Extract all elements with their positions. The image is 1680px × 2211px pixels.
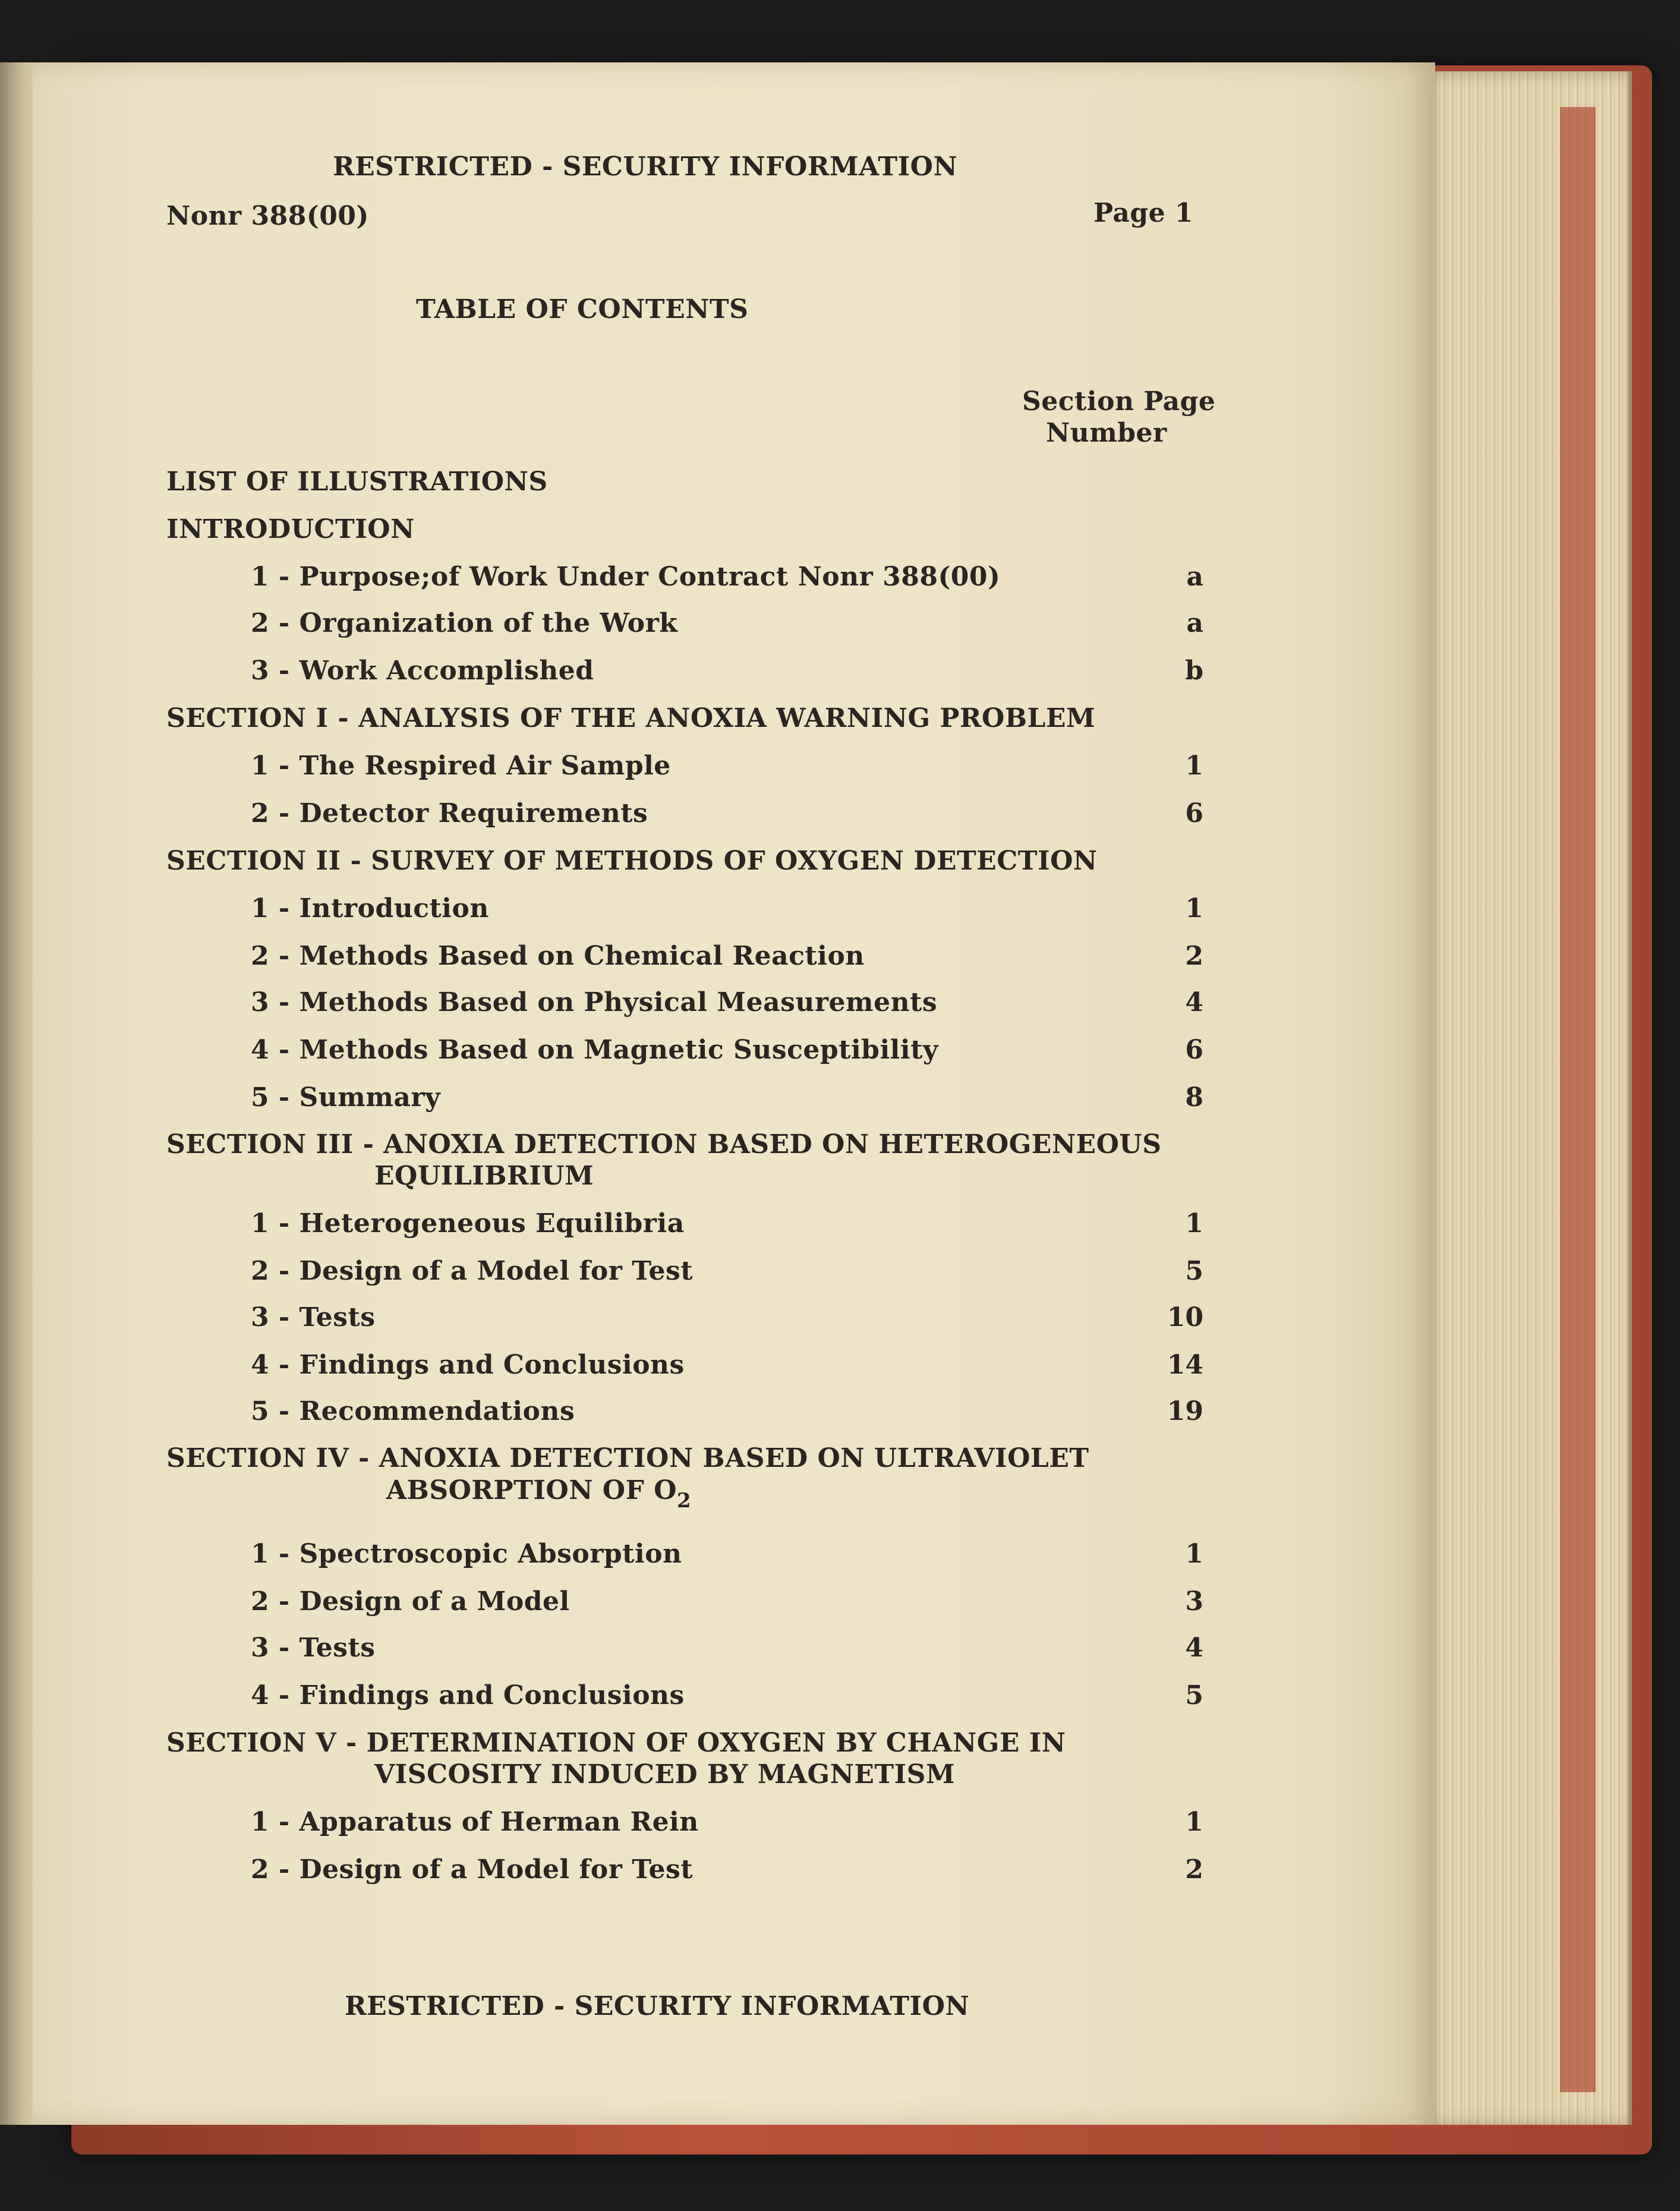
toc-entry: 5 - Summary	[251, 1082, 441, 1113]
previous-page-edge	[0, 62, 36, 2125]
toc-page-number: 2	[1185, 1854, 1203, 1885]
toc-entry: 1 - Introduction	[251, 893, 489, 924]
toc-page-number: 1	[1185, 893, 1203, 924]
toc-entry: 3 - Methods Based on Physical Measurements	[251, 987, 938, 1018]
toc-page-number: 8	[1185, 1082, 1203, 1113]
toc-entry: 4 - Methods Based on Magnetic Susceptibility	[251, 1035, 938, 1065]
toc-section-heading: SECTION V - DETERMINATION OF OXYGEN BY CHANGE IN	[166, 1728, 1066, 1758]
toc-entry: 1 - The Respired Air Sample	[251, 751, 671, 781]
toc-page-number: 1	[1185, 1807, 1203, 1837]
toc-entry: 1 - Purpose;of Work Under Contract Nonr 388(00)	[251, 562, 1001, 592]
toc-entry: 2 - Organization of the Work	[251, 608, 678, 638]
page-title: TABLE OF CONTENTS	[416, 294, 749, 325]
toc-entry: 2 - Design of a Model for Test	[251, 1256, 694, 1286]
toc-section-heading-continued: EQUILIBRIUM	[374, 1161, 594, 1191]
toc-entry: 2 - Design of a Model for Test	[251, 1854, 694, 1885]
column-header-line2: Number	[1046, 418, 1167, 448]
heading-text: ABSORPTION OF O	[386, 1475, 677, 1506]
toc-page-number: 4	[1185, 1633, 1203, 1663]
toc-page-number: a	[1186, 608, 1203, 638]
toc-page-number: 1	[1185, 1208, 1203, 1239]
document-page	[33, 62, 1435, 2125]
toc-page-number: 2	[1185, 941, 1203, 971]
toc-page-number: 14	[1167, 1350, 1203, 1380]
toc-section-heading: SECTION II - SURVEY OF METHODS OF OXYGEN DETECTION	[166, 846, 1098, 876]
toc-page-number: 3	[1185, 1586, 1203, 1617]
toc-entry: 2 - Detector Requirements	[251, 798, 648, 829]
contract-number: Nonr 388(00)	[166, 201, 369, 231]
toc-page-number: 5	[1185, 1256, 1203, 1286]
toc-entry-introduction: INTRODUCTION	[166, 514, 415, 544]
toc-entry: 1 - Apparatus of Herman Rein	[251, 1807, 699, 1837]
toc-section-heading: SECTION IV - ANOXIA DETECTION BASED ON ULTRAVIOLET	[166, 1443, 1089, 1473]
toc-entry: 3 - Tests	[251, 1302, 376, 1333]
toc-page-number: 19	[1167, 1396, 1203, 1426]
toc-section-heading: SECTION I - ANALYSIS OF THE ANOXIA WARNING PROBLEM	[166, 703, 1096, 733]
toc-entry-list-of-illustrations: LIST OF ILLUSTRATIONS	[166, 467, 548, 497]
column-header-line1: Section Page	[1022, 386, 1216, 417]
toc-entry: 4 - Findings and Conclusions	[251, 1680, 685, 1711]
toc-entry: 3 - Tests	[251, 1633, 376, 1663]
toc-entry: 4 - Findings and Conclusions	[251, 1350, 685, 1380]
footer-classification: RESTRICTED - SECURITY INFORMATION	[345, 1991, 970, 2021]
header-classification: RESTRICTED - SECURITY INFORMATION	[333, 152, 958, 182]
toc-entry: 1 - Heterogeneous Equilibria	[251, 1208, 685, 1239]
toc-page-number: 5	[1185, 1680, 1203, 1711]
toc-entry: 3 - Work Accomplished	[251, 656, 594, 686]
toc-entry: 1 - Spectroscopic Absorption	[251, 1539, 682, 1569]
binding-strip	[1560, 107, 1596, 2092]
toc-page-number: b	[1185, 656, 1203, 686]
toc-page-number: 10	[1167, 1302, 1203, 1333]
toc-entry: 2 - Design of a Model	[251, 1586, 570, 1617]
subscript: 2	[677, 1489, 692, 1513]
toc-section-heading-continued: VISCOSITY INDUCED BY MAGNETISM	[374, 1759, 956, 1790]
toc-section-heading-continued	[386, 1475, 691, 1513]
toc-page-number: a	[1186, 562, 1203, 592]
toc-page-number: 6	[1185, 1035, 1203, 1065]
toc-section-heading: SECTION III - ANOXIA DETECTION BASED ON HETEROGENEOUS	[166, 1129, 1162, 1160]
toc-page-number: 1	[1185, 1539, 1203, 1569]
toc-entry: 5 - Recommendations	[251, 1396, 575, 1426]
page-label: Page 1	[1093, 198, 1194, 228]
toc-page-number: 6	[1185, 798, 1203, 829]
toc-entry: 2 - Methods Based on Chemical Reaction	[251, 941, 865, 971]
page-fore-edge	[1423, 71, 1632, 2125]
toc-page-number: 1	[1185, 751, 1203, 781]
toc-page-number: 4	[1185, 987, 1203, 1018]
